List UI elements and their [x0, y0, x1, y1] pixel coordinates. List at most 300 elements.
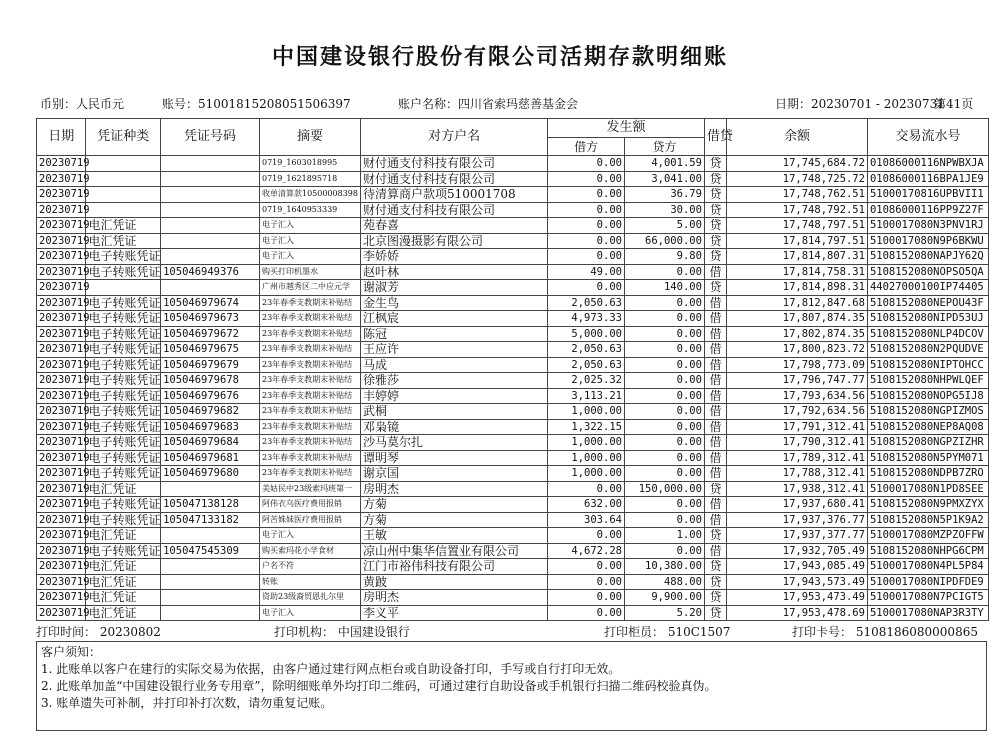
row-debit-credit-flag: 借	[704, 264, 726, 280]
table-row	[37, 311, 989, 327]
row-summary: 收单清算款10500008398	[259, 187, 360, 203]
row-date: 20230719	[37, 373, 86, 389]
row-voucher-no	[161, 528, 260, 544]
row-balance: 17,807,874.35	[727, 311, 868, 327]
row-voucher-no: 105046979684	[161, 435, 260, 451]
row-serial: 01086000116BPA1JE9	[867, 171, 988, 187]
row-counterparty: 北京图漫摄影有限公司	[360, 233, 547, 249]
row-balance: 17,788,312.41	[727, 466, 868, 482]
print-info	[36, 623, 989, 641]
row-debit: 0.00	[548, 218, 625, 234]
row-debit: 4,672.28	[548, 543, 625, 559]
row-balance: 17,943,085.49	[727, 559, 868, 575]
row-debit: 0.00	[548, 559, 625, 575]
table-row	[37, 466, 989, 482]
row-voucher-type: 电汇凭证	[86, 605, 161, 621]
row-debit-credit-flag: 借	[704, 543, 726, 559]
row-serial: 5100017080N1PD8SEE	[867, 481, 988, 497]
row-voucher-no: 105047138128	[161, 497, 260, 513]
row-voucher-type: 电子转账凭证	[86, 466, 161, 482]
row-summary: 23年春季支教期末补贴结	[259, 404, 360, 420]
table-row	[37, 357, 989, 373]
row-debit: 632.00	[548, 497, 625, 513]
row-summary: 电子汇入	[259, 218, 360, 234]
row-voucher-no	[161, 156, 260, 172]
row-counterparty: 黄跛	[360, 574, 547, 590]
col-voucher-type: 凭证种类	[86, 119, 161, 156]
row-balance: 17,748,792.51	[727, 202, 868, 218]
row-balance: 17,748,797.51	[727, 218, 868, 234]
row-voucher-no: 105046979675	[161, 342, 260, 358]
row-serial: 5108152080N2PQUDVE	[867, 342, 988, 358]
row-date: 20230719	[37, 171, 86, 187]
col-amount-group: 发生额	[548, 119, 705, 138]
row-serial: 5108152080NGPIZMOS	[867, 404, 988, 420]
row-credit: 0.00	[624, 512, 704, 528]
row-balance: 17,932,705.49	[727, 543, 868, 559]
row-credit: 150,000.00	[624, 481, 704, 497]
row-counterparty: 房明杰	[360, 590, 547, 606]
row-serial: 5108152080NDPB7ZRO	[867, 466, 988, 482]
row-serial: 5108152080NHPWLQEF	[867, 373, 988, 389]
row-serial: 5108152080N9PMXZYX	[867, 497, 988, 513]
row-credit: 5.00	[624, 218, 704, 234]
row-debit-credit-flag: 贷	[704, 233, 726, 249]
statement-title: 中国建设银行股份有限公司活期存款明细账	[271, 44, 728, 70]
row-credit: 140.00	[624, 280, 704, 296]
row-credit: 66,000.00	[624, 233, 704, 249]
row-credit: 0.00	[624, 543, 704, 559]
row-summary: 23年春季支教期末补贴结	[259, 450, 360, 466]
row-voucher-type: 电汇凭证	[86, 590, 161, 606]
table-row	[37, 264, 989, 280]
row-credit: 9,900.00	[624, 590, 704, 606]
col-balance: 余额	[727, 119, 868, 156]
col-serial: 交易流水号	[867, 119, 988, 156]
row-credit: 0.00	[624, 450, 704, 466]
table-row	[37, 404, 989, 420]
row-serial: 5100017080N4PL5P84	[867, 559, 988, 575]
row-debit: 1,322.15	[548, 419, 625, 435]
table-row	[37, 295, 989, 311]
row-counterparty: 财付通支付科技有限公司	[360, 202, 547, 218]
row-summary: 23年春季支教期末补贴结	[259, 295, 360, 311]
row-debit: 5,000.00	[548, 326, 625, 342]
row-debit-credit-flag: 贷	[704, 156, 726, 172]
row-summary: 转账	[259, 574, 360, 590]
row-balance: 17,953,473.49	[727, 590, 868, 606]
row-balance: 17,791,312.41	[727, 419, 868, 435]
row-voucher-type: 电汇凭证	[86, 559, 161, 575]
row-summary: 23年春季支教期末补贴结	[259, 326, 360, 342]
table-row	[37, 187, 989, 203]
row-summary: 23年春季支教期末补贴结	[259, 311, 360, 327]
row-date: 20230719	[37, 574, 86, 590]
row-counterparty: 金生鸟	[360, 295, 547, 311]
row-debit: 1,000.00	[548, 404, 625, 420]
row-debit: 3,113.21	[548, 388, 625, 404]
table-row	[37, 342, 989, 358]
date-range: 日期：20230701 - 20230731	[775, 97, 945, 111]
row-voucher-no: 105046979680	[161, 466, 260, 482]
row-balance: 17,748,725.72	[727, 171, 868, 187]
row-debit-credit-flag: 借	[704, 419, 726, 435]
row-debit-credit-flag: 借	[704, 311, 726, 327]
row-serial: 5108152080N5PYM071	[867, 450, 988, 466]
row-summary: 美姑民中23级索玛班第一	[259, 481, 360, 497]
row-serial: 5108152080NEPOU43F	[867, 295, 988, 311]
row-debit: 0.00	[548, 528, 625, 544]
row-date: 20230719	[37, 605, 86, 621]
notice-line: 3. 账单遗失可补制，并打印补打次数，请勿重复记账。	[41, 696, 333, 710]
notice-line: 2. 此账单加盖“中国建设银行业务专用章”，除明细账单外均打印二维码，可通过建行自助设备或手机银行扫描二维码校验真伪。	[41, 679, 717, 693]
row-debit-credit-flag: 贷	[704, 528, 726, 544]
row-voucher-type: 电子转账凭证	[86, 373, 161, 389]
table-row	[37, 590, 989, 606]
row-voucher-no	[161, 574, 260, 590]
row-counterparty: 谢淑芳	[360, 280, 547, 296]
row-voucher-no	[161, 481, 260, 497]
row-serial: 5108152080NIPTOHCC	[867, 357, 988, 373]
row-date: 20230719	[37, 388, 86, 404]
col-voucher-no: 凭证号码	[161, 119, 260, 156]
row-summary: 0719_1621895718	[259, 171, 360, 187]
row-date: 20230719	[37, 559, 86, 575]
table-row	[37, 171, 989, 187]
row-date: 20230719	[37, 311, 86, 327]
row-debit: 0.00	[548, 590, 625, 606]
row-balance: 17,814,797.51	[727, 233, 868, 249]
row-counterparty: 李娇娇	[360, 249, 547, 265]
row-debit-credit-flag: 贷	[704, 605, 726, 621]
table-row	[37, 512, 989, 528]
row-summary: 电子汇入	[259, 249, 360, 265]
row-voucher-no: 105047133182	[161, 512, 260, 528]
row-date: 20230719	[37, 497, 86, 513]
row-balance: 17,937,377.77	[727, 528, 868, 544]
row-serial: 51000170816UPBVII1	[867, 187, 988, 203]
transaction-table	[36, 118, 989, 621]
row-date: 20230719	[37, 326, 86, 342]
row-balance: 17,814,898.31	[727, 280, 868, 296]
row-balance: 17,792,634.56	[727, 404, 868, 420]
row-date: 20230719	[37, 466, 86, 482]
row-voucher-no	[161, 249, 260, 265]
row-debit-credit-flag: 贷	[704, 218, 726, 234]
row-voucher-type: 电子转账凭证	[86, 497, 161, 513]
row-balance: 17,802,874.35	[727, 326, 868, 342]
row-credit: 5.20	[624, 605, 704, 621]
row-summary: 阿伟衣乌医疗费用报销	[259, 497, 360, 513]
row-date: 20230719	[37, 450, 86, 466]
row-counterparty: 马成	[360, 357, 547, 373]
row-debit-credit-flag: 贷	[704, 559, 726, 575]
print-card: 打印卡号： 5108186080000865	[792, 625, 978, 639]
row-serial: 5108152080N5P1K9A2	[867, 512, 988, 528]
row-credit: 1.00	[624, 528, 704, 544]
row-counterparty: 李义平	[360, 605, 547, 621]
row-counterparty: 待清算商户款项510001708	[360, 187, 547, 203]
row-voucher-no	[161, 202, 260, 218]
row-debit: 0.00	[548, 280, 625, 296]
row-balance: 17,748,762.51	[727, 187, 868, 203]
row-summary: 电子汇入	[259, 233, 360, 249]
row-voucher-type: 电子转账凭证	[86, 357, 161, 373]
row-credit: 0.00	[624, 388, 704, 404]
row-credit: 4,001.59	[624, 156, 704, 172]
table-row	[37, 388, 989, 404]
print-time: 打印时间： 20230802	[36, 625, 161, 639]
row-voucher-no	[161, 233, 260, 249]
row-debit: 0.00	[548, 233, 625, 249]
table-row	[37, 218, 989, 234]
row-debit: 0.00	[548, 574, 625, 590]
row-summary: 户名不符	[259, 559, 360, 575]
row-summary: 23年春季支教期末补贴结	[259, 435, 360, 451]
col-date: 日期	[37, 119, 86, 156]
row-serial: 5108152080NOPG5IJ8	[867, 388, 988, 404]
row-balance: 17,796,747.77	[727, 373, 868, 389]
row-voucher-type: 电子转账凭证	[86, 249, 161, 265]
table-row	[37, 528, 989, 544]
row-voucher-type: 电子转账凭证	[86, 450, 161, 466]
row-voucher-type: 电汇凭证	[86, 481, 161, 497]
row-date: 20230719	[37, 419, 86, 435]
col-summary: 摘要	[259, 119, 360, 156]
row-debit: 0.00	[548, 187, 625, 203]
row-date: 20230719	[37, 202, 86, 218]
row-summary: 23年春季支教期末补贴结	[259, 388, 360, 404]
row-balance: 17,943,573.49	[727, 574, 868, 590]
row-credit: 0.00	[624, 326, 704, 342]
row-counterparty: 方菊	[360, 512, 547, 528]
table-row	[37, 419, 989, 435]
row-serial: 5108152080NGPZIZHR	[867, 435, 988, 451]
row-counterparty: 方菊	[360, 497, 547, 513]
row-credit: 0.00	[624, 373, 704, 389]
row-serial: 44027000100IP74405	[867, 280, 988, 296]
row-debit: 49.00	[548, 264, 625, 280]
row-credit: 0.00	[624, 295, 704, 311]
table-row	[37, 574, 989, 590]
row-voucher-no: 105046979676	[161, 388, 260, 404]
notice-title: 客户须知：	[41, 645, 102, 659]
row-date: 20230719	[37, 528, 86, 544]
row-balance: 17,937,680.41	[727, 497, 868, 513]
row-summary: 0719_1640953339	[259, 202, 360, 218]
row-date: 20230719	[37, 156, 86, 172]
row-debit: 0.00	[548, 605, 625, 621]
row-counterparty: 房明杰	[360, 481, 547, 497]
row-serial: 5108152080NEP8AQ08	[867, 419, 988, 435]
row-serial: 5108152080NAPJY62Q	[867, 249, 988, 265]
row-debit-credit-flag: 贷	[704, 280, 726, 296]
row-debit-credit-flag: 贷	[704, 249, 726, 265]
row-serial: 5108152080NLP4DCOV	[867, 326, 988, 342]
row-summary: 广州市越秀区二中应元学	[259, 280, 360, 296]
row-voucher-no: 105046979674	[161, 295, 260, 311]
row-serial: 5108152080NIPD53UJ	[867, 311, 988, 327]
row-voucher-type: 电汇凭证	[86, 574, 161, 590]
col-credit: 贷方	[624, 138, 704, 156]
row-balance: 17,745,684.72	[727, 156, 868, 172]
row-voucher-no: 105046979678	[161, 373, 260, 389]
row-serial: 5100017080MZPZOFFW	[867, 528, 988, 544]
row-credit: 488.00	[624, 574, 704, 590]
table-row	[37, 233, 989, 249]
row-counterparty: 谭明琴	[360, 450, 547, 466]
row-voucher-type: 电子转账凭证	[86, 404, 161, 420]
table-row	[37, 497, 989, 513]
row-summary: 电子汇入	[259, 605, 360, 621]
row-counterparty: 苑春喜	[360, 218, 547, 234]
row-date: 20230719	[37, 249, 86, 265]
row-summary: 23年春季支教期末补贴结	[259, 466, 360, 482]
statement-meta	[0, 95, 1000, 113]
row-date: 20230719	[37, 280, 86, 296]
row-debit-credit-flag: 借	[704, 404, 726, 420]
row-date: 20230719	[37, 590, 86, 606]
transaction-rows	[37, 156, 989, 621]
row-debit: 2,050.63	[548, 357, 625, 373]
row-credit: 3,041.00	[624, 171, 704, 187]
row-balance: 17,814,807.31	[727, 249, 868, 265]
row-counterparty: 王敏	[360, 528, 547, 544]
row-debit-credit-flag: 借	[704, 342, 726, 358]
row-counterparty: 赵叶林	[360, 264, 547, 280]
row-voucher-type: 电汇凭证	[86, 233, 161, 249]
row-debit: 2,050.63	[548, 342, 625, 358]
row-counterparty: 丰婷婷	[360, 388, 547, 404]
row-date: 20230719	[37, 543, 86, 559]
row-voucher-no	[161, 280, 260, 296]
row-debit-credit-flag: 借	[704, 435, 726, 451]
table-row	[37, 605, 989, 621]
row-voucher-type: 电子转账凭证	[86, 326, 161, 342]
row-debit: 2,025.32	[548, 373, 625, 389]
row-voucher-type	[86, 202, 161, 218]
row-date: 20230719	[37, 481, 86, 497]
row-voucher-type: 电子转账凭证	[86, 512, 161, 528]
row-voucher-no: 105046979672	[161, 326, 260, 342]
row-credit: 36.79	[624, 187, 704, 203]
row-date: 20230719	[37, 264, 86, 280]
row-credit: 0.00	[624, 419, 704, 435]
row-credit: 0.00	[624, 311, 704, 327]
row-summary: 购买索玛花小学食材	[259, 543, 360, 559]
row-date: 20230719	[37, 218, 86, 234]
row-serial: 5100017080NIPDFDE9	[867, 574, 988, 590]
row-debit: 0.00	[548, 171, 625, 187]
row-credit: 0.00	[624, 264, 704, 280]
row-counterparty: 财付通支付科技有限公司	[360, 156, 547, 172]
row-date: 20230719	[37, 357, 86, 373]
row-voucher-type: 电子转账凭证	[86, 388, 161, 404]
row-voucher-type	[86, 187, 161, 203]
print-org: 打印机构： 中国建设银行	[274, 625, 410, 639]
table-row	[37, 450, 989, 466]
row-summary: 购买打印机墨水	[259, 264, 360, 280]
row-balance: 17,798,773.09	[727, 357, 868, 373]
table-row	[37, 559, 989, 575]
row-counterparty: 邓枭镜	[360, 419, 547, 435]
row-debit: 1,000.00	[548, 466, 625, 482]
row-debit-credit-flag: 借	[704, 466, 726, 482]
row-voucher-no: 105046979683	[161, 419, 260, 435]
row-voucher-type: 电子转账凭证	[86, 342, 161, 358]
row-date: 20230719	[37, 233, 86, 249]
col-debit-credit: 借贷	[704, 119, 726, 156]
row-balance: 17,800,823.72	[727, 342, 868, 358]
row-counterparty: 财付通支付科技有限公司	[360, 171, 547, 187]
table-row	[37, 435, 989, 451]
row-voucher-type: 电子转账凭证	[86, 543, 161, 559]
row-counterparty: 徐雅莎	[360, 373, 547, 389]
row-voucher-type	[86, 156, 161, 172]
row-voucher-no	[161, 187, 260, 203]
row-counterparty: 凉山州中集华信置业有限公司	[360, 543, 547, 559]
row-debit: 303.64	[548, 512, 625, 528]
row-credit: 0.00	[624, 435, 704, 451]
table-row	[37, 202, 989, 218]
row-voucher-type: 电子转账凭证	[86, 311, 161, 327]
row-balance: 17,953,478.69	[727, 605, 868, 621]
row-serial: 5100017080N7PCIGT5	[867, 590, 988, 606]
row-debit-credit-flag: 贷	[704, 481, 726, 497]
row-counterparty: 陈冠	[360, 326, 547, 342]
row-voucher-type: 电子转账凭证	[86, 419, 161, 435]
table-row	[37, 481, 989, 497]
row-serial: 5108152080NOPSO5QA	[867, 264, 988, 280]
row-debit-credit-flag: 贷	[704, 187, 726, 203]
row-serial: 5100017080N3PNV1RJ	[867, 218, 988, 234]
row-serial: 5100017080N9P6BKWU	[867, 233, 988, 249]
row-summary: 阿苦姝妹医疗费用报销	[259, 512, 360, 528]
row-balance: 17,812,847.68	[727, 295, 868, 311]
table-row	[37, 156, 989, 172]
row-debit-credit-flag: 贷	[704, 171, 726, 187]
row-summary: 0719_1603018995	[259, 156, 360, 172]
row-debit: 2,050.63	[548, 295, 625, 311]
row-voucher-no	[161, 171, 260, 187]
row-voucher-no: 105046979682	[161, 404, 260, 420]
row-debit-credit-flag: 借	[704, 373, 726, 389]
row-date: 20230719	[37, 187, 86, 203]
account-name: 账户名称：四川省索玛慈善基金会	[398, 97, 579, 111]
row-summary: 23年春季支教期末补贴结	[259, 373, 360, 389]
currency-label: 币别：人民币元	[40, 97, 125, 111]
row-voucher-no: 105046949376	[161, 264, 260, 280]
row-serial: 5108152080NHPG6CPM	[867, 543, 988, 559]
row-voucher-type	[86, 171, 161, 187]
row-balance: 17,937,376.77	[727, 512, 868, 528]
row-balance: 17,793,634.56	[727, 388, 868, 404]
row-balance: 17,790,312.41	[727, 435, 868, 451]
row-serial: 01086000116PP9Z27F	[867, 202, 988, 218]
row-voucher-type	[86, 280, 161, 296]
row-summary: 23年春季支教期末补贴结	[259, 419, 360, 435]
row-voucher-no: 105046979673	[161, 311, 260, 327]
account-number: 账号：51001815208051506397	[162, 97, 351, 111]
row-debit-credit-flag: 贷	[704, 590, 726, 606]
row-date: 20230719	[37, 435, 86, 451]
row-debit-credit-flag: 贷	[704, 574, 726, 590]
table-row	[37, 543, 989, 559]
row-debit: 0.00	[548, 156, 625, 172]
row-credit: 30.00	[624, 202, 704, 218]
row-voucher-no	[161, 605, 260, 621]
row-voucher-no: 105047545309	[161, 543, 260, 559]
